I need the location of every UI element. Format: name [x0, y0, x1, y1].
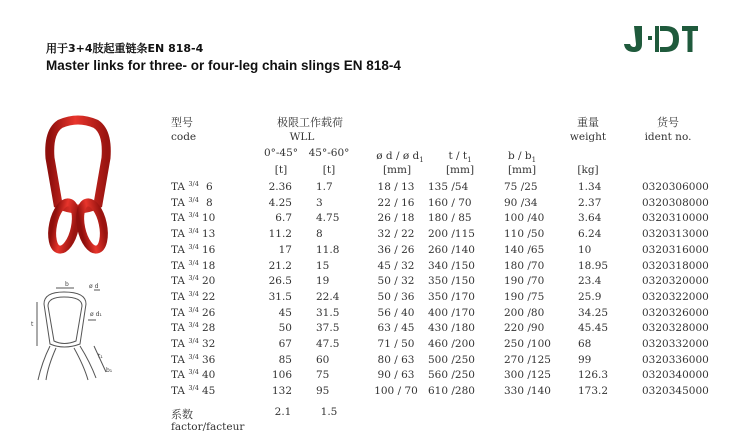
- header-ident-cn: 货号: [657, 116, 679, 129]
- cell-ident: 0320313000: [642, 228, 709, 241]
- cell-ident: 0320316000: [642, 243, 709, 256]
- header-wll-cn: 极限工作载荷: [277, 116, 343, 129]
- header-type-cn: 型号: [171, 116, 193, 129]
- cell-ident: 0320322000: [642, 290, 709, 303]
- cell-code: TA 3/4 10: [171, 211, 216, 225]
- cell-b: 220 /90: [504, 322, 545, 335]
- cell-ident: 0320306000: [642, 181, 709, 193]
- header-type-en: code: [171, 131, 197, 143]
- cell-ident: 0320308000: [642, 196, 709, 209]
- cell-w2: 4.75: [316, 212, 340, 225]
- cell-b: 110 /50: [504, 228, 545, 241]
- cell-t: 200 /115: [428, 228, 475, 241]
- cell-w1: 106: [271, 369, 292, 382]
- cell-code: TA 3/4 8: [171, 195, 213, 209]
- cell-t: 350 /150: [428, 275, 475, 288]
- cell-code: TA 3/4 18: [171, 258, 216, 272]
- cell-code: TA 3/4 20: [171, 274, 216, 288]
- header-d: ø d / ø $d_1$: [376, 150, 424, 165]
- cell-w1: 2.36: [268, 181, 292, 193]
- fraction-three-quarter: 3/4: [188, 274, 199, 283]
- cell-weight: 34.25: [578, 306, 609, 319]
- fraction-three-quarter: 3/4: [188, 305, 199, 314]
- cell-b: 190 /70: [504, 275, 545, 288]
- cell-b: 270 /125: [504, 353, 551, 366]
- cell-w2: 1.7: [316, 181, 333, 193]
- diagram-label-b1: b₁: [106, 367, 113, 374]
- cell-w1: 85: [278, 353, 292, 366]
- cell-ident: 0320326000: [642, 306, 709, 319]
- cell-d: 71 / 50: [377, 338, 415, 350]
- cell-weight: 1.34: [578, 181, 602, 193]
- factor-value-2: 1.5: [320, 406, 338, 418]
- header-angle-1: 0°-45°: [263, 147, 299, 159]
- cell-weight: 2.37: [578, 196, 602, 209]
- cell-d: 50 / 36: [377, 290, 415, 303]
- cell-d: 32 / 22: [377, 228, 415, 241]
- title-english: Master links for three- or four-leg chain slings EN 818-4: [46, 58, 401, 73]
- cell-weight: 45.45: [578, 322, 609, 335]
- cell-ident: 0320320000: [642, 275, 709, 288]
- header-unit-t-1: [t]: [274, 164, 288, 176]
- diagram-label-d1: ø d₁: [90, 311, 102, 318]
- factor-value-1: 2.1: [274, 406, 292, 418]
- cell-w2: 75: [316, 369, 330, 382]
- cell-w1: 45: [278, 306, 292, 319]
- cell-b: 190 /75: [504, 290, 545, 303]
- cell-d: 45 / 32: [377, 259, 415, 272]
- cell-t: 160 / 70: [428, 196, 472, 209]
- cell-d: 22 / 16: [377, 196, 415, 209]
- cell-code: TA 3/4 22: [171, 289, 216, 303]
- cell-w1: 6.7: [275, 212, 292, 225]
- factor-label-cn: 系数: [171, 408, 193, 421]
- fraction-three-quarter: 3/4: [188, 180, 199, 188]
- cell-weight: 173.2: [578, 385, 609, 398]
- cell-t: 260 /140: [428, 243, 475, 256]
- cell-ident: 0320328000: [642, 322, 709, 335]
- cell-weight: 10: [578, 243, 592, 256]
- cell-code: TA 3/4 32: [171, 337, 216, 350]
- cell-w1: 67: [278, 338, 292, 350]
- cell-w2: 3: [316, 196, 323, 209]
- cell-code: TA 3/4 36: [171, 352, 216, 366]
- header-unit-weight: [kg]: [577, 164, 599, 176]
- fraction-three-quarter: 3/4: [188, 384, 199, 393]
- cell-weight: 23.4: [578, 275, 602, 288]
- cell-t: 430 /180: [428, 322, 475, 335]
- cell-ident: 0320345000: [642, 385, 709, 398]
- cell-code: TA 3/4 40: [171, 368, 216, 382]
- cell-w2: 22.4: [316, 290, 340, 303]
- header-unit-b: [mm]: [507, 164, 537, 176]
- cell-d: 36 / 26: [377, 243, 415, 256]
- fraction-three-quarter: 3/4: [188, 258, 199, 267]
- header-unit-d: [mm]: [382, 164, 412, 176]
- cell-t: 460 /200: [428, 338, 475, 350]
- diagram-label-t: t: [31, 321, 34, 328]
- cell-w1: 31.5: [268, 290, 292, 303]
- cell-code: TA 3/4 26: [171, 305, 216, 319]
- cell-t: 400 /170: [428, 306, 475, 319]
- cell-t: 560 /250: [428, 369, 475, 382]
- cell-b: 330 /140: [504, 385, 551, 398]
- diagram-label-b: b: [65, 281, 69, 288]
- cell-b: 200 /80: [504, 306, 545, 319]
- cell-code: TA 3/4 13: [171, 227, 216, 241]
- cell-b: 140 /65: [504, 243, 545, 256]
- cell-d: 56 / 40: [377, 306, 415, 319]
- cell-w2: 8: [316, 228, 323, 241]
- cell-b: 100 /40: [504, 212, 545, 225]
- cell-w2: 31.5: [316, 306, 340, 319]
- header-weight-en: weight: [569, 131, 607, 143]
- title-chinese: 用于3+4肢起重链条EN 818-4: [46, 42, 204, 55]
- cell-w2: 37.5: [316, 322, 340, 335]
- cell-d: 63 / 45: [377, 322, 415, 335]
- header-unit-t: [mm]: [445, 164, 475, 176]
- header-weight-cn: 重量: [577, 116, 599, 129]
- cell-weight: 68: [578, 338, 592, 350]
- cell-w2: 15: [316, 259, 330, 272]
- fraction-three-quarter: 3/4: [188, 211, 199, 220]
- cell-code: TA 3/4 45: [171, 384, 216, 398]
- cell-b: 90 /34: [504, 196, 538, 209]
- fraction-three-quarter: 3/4: [188, 368, 199, 377]
- cell-code: TA 3/4 6: [171, 180, 213, 193]
- cell-d: 18 / 13: [377, 181, 415, 193]
- factor-label-en: factor/facteur: [171, 421, 245, 433]
- cell-t: 350 /170: [428, 290, 475, 303]
- cell-d: 50 / 32: [377, 275, 415, 288]
- cell-t: 135 /54: [428, 181, 469, 193]
- cell-d: 100 / 70: [374, 385, 418, 398]
- cell-weight: 6.24: [578, 228, 602, 241]
- cell-b: 180 /70: [504, 259, 545, 272]
- header-b: b / $b_1$: [507, 150, 537, 165]
- cell-weight: 99: [578, 353, 592, 366]
- cell-w1: 11.2: [268, 228, 292, 241]
- cell-t: 180 / 85: [428, 212, 472, 225]
- cell-b: 75 /25: [504, 181, 538, 193]
- cell-weight: 126.3: [578, 369, 609, 382]
- fraction-three-quarter: 3/4: [188, 321, 199, 330]
- cell-t: 340 /150: [428, 259, 475, 272]
- cell-w2: 95: [316, 385, 330, 398]
- cell-ident: 0320336000: [642, 353, 709, 366]
- fraction-three-quarter: 3/4: [188, 195, 199, 204]
- cell-w1: 17: [278, 243, 292, 256]
- cell-w1: 21.2: [268, 259, 292, 272]
- cell-weight: 18.95: [578, 259, 609, 272]
- cell-b: 250 /100: [504, 338, 551, 350]
- cell-ident: 0320310000: [642, 212, 709, 225]
- cell-w1: 4.25: [268, 196, 292, 209]
- fraction-three-quarter: 3/4: [188, 337, 199, 345]
- cell-d: 26 / 18: [377, 212, 415, 225]
- cell-w2: 11.8: [316, 243, 340, 256]
- cell-t: 500 /250: [428, 353, 475, 366]
- diagram-label-t1: t₁: [98, 353, 103, 360]
- fraction-three-quarter: 3/4: [188, 352, 199, 361]
- fraction-three-quarter: 3/4: [188, 227, 199, 236]
- cell-weight: 3.64: [578, 212, 602, 225]
- fraction-three-quarter: 3/4: [188, 289, 199, 298]
- cell-w1: 50: [278, 322, 292, 335]
- header-ident-en: ident no.: [644, 131, 692, 143]
- cell-w2: 19: [316, 275, 330, 288]
- cell-ident: 0320332000: [642, 338, 709, 350]
- cell-weight: 25.9: [578, 290, 602, 303]
- diagram-label-d: ø d: [89, 283, 99, 290]
- cell-w2: 60: [316, 353, 330, 366]
- cell-ident: 0320318000: [642, 259, 709, 272]
- cell-b: 300 /125: [504, 369, 551, 382]
- cell-w1: 132: [271, 385, 292, 398]
- cell-d: 80 / 63: [377, 353, 415, 366]
- fraction-three-quarter: 3/4: [188, 242, 199, 251]
- cell-w2: 47.5: [316, 338, 340, 350]
- header-angle-2: 45°-60°: [308, 147, 350, 159]
- cell-d: 90 / 63: [377, 369, 415, 382]
- cell-code: TA 3/4 16: [171, 242, 216, 256]
- cell-t: 610 /280: [428, 385, 475, 398]
- header-wll-en: WLL: [289, 131, 315, 143]
- header-t: t / $t_1$: [448, 150, 472, 165]
- header-unit-t-2: [t]: [322, 164, 336, 176]
- cell-code: TA 3/4 28: [171, 321, 216, 335]
- cell-ident: 0320340000: [642, 369, 709, 382]
- cell-w1: 26.5: [268, 275, 292, 288]
